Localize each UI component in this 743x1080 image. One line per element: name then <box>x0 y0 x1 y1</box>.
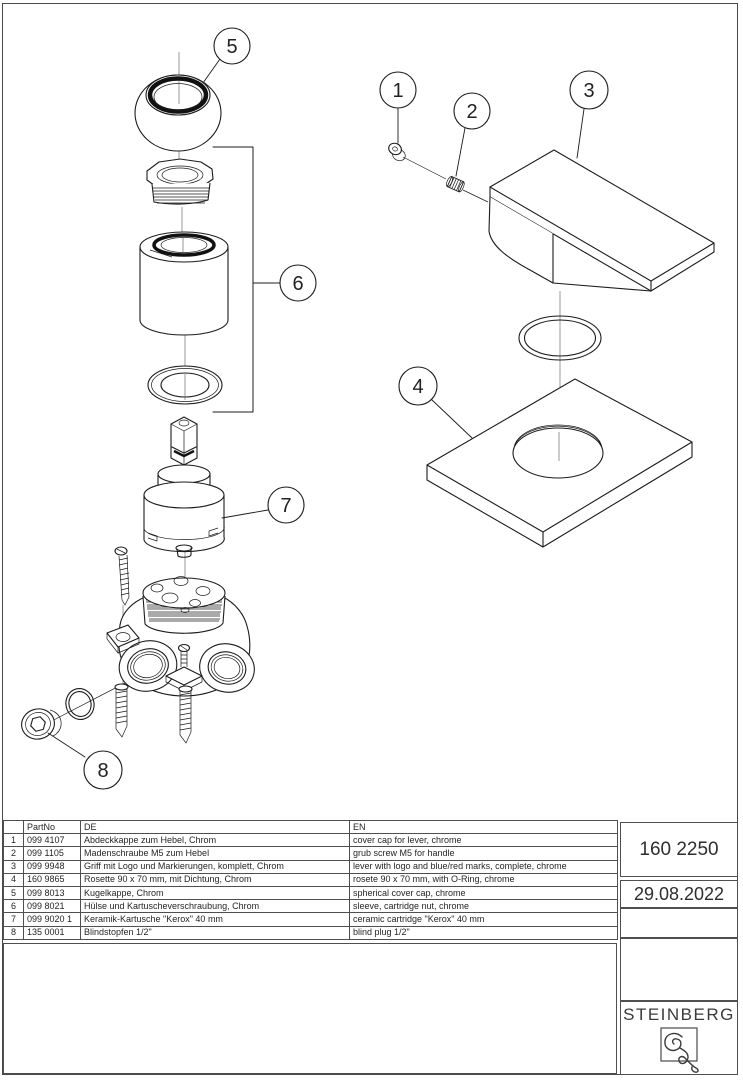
row-en: cover cap for lever, chrome <box>350 834 618 847</box>
row-de: Abdeckkappe zum Hebel, Chrom <box>81 834 350 847</box>
part-o-ring-small <box>63 686 98 723</box>
callout-6 <box>280 265 316 301</box>
callout-7 <box>268 487 304 523</box>
part-lever-cap <box>385 141 408 162</box>
notes-box <box>3 943 617 1074</box>
row-no: 4 <box>4 873 24 886</box>
callout-7-label: 7 <box>280 495 292 517</box>
steinberg-logo <box>654 1027 704 1075</box>
row-en: sleeve, cartridge nut, chrome <box>350 900 618 913</box>
row-no: 7 <box>4 913 24 926</box>
header-de: DE <box>81 821 350 834</box>
table-row <box>4 834 618 847</box>
empty-box-2 <box>620 938 738 1001</box>
row-partno: 099 8021 <box>24 900 81 913</box>
brand-box <box>620 1001 738 1075</box>
row-en: spherical cover cap, chrome <box>350 886 618 899</box>
row-partno: 099 4107 <box>24 834 81 847</box>
row-no: 3 <box>4 860 24 873</box>
row-partno: 099 9020 1 <box>24 913 81 926</box>
doc-number: 160 2250 <box>639 838 719 860</box>
callout-2-label: 2 <box>466 101 478 123</box>
date-box <box>620 880 738 908</box>
part-sleeve <box>140 232 228 335</box>
brand-name: STEINBERG <box>623 1005 735 1024</box>
row-partno: 099 1105 <box>24 847 81 860</box>
callout-2 <box>454 93 490 129</box>
table-row <box>4 886 618 899</box>
part-grub-screw <box>445 176 465 193</box>
row-partno: 099 9948 <box>24 860 81 873</box>
callout-3-label: 3 <box>583 80 595 102</box>
row-en: ceramic cartridge "Kerox" 40 mm <box>350 913 618 926</box>
table-row <box>4 873 618 886</box>
table-row <box>4 913 618 926</box>
header-partno: PartNo <box>24 821 81 834</box>
part-cartridge-nut <box>147 159 213 204</box>
table-row <box>4 847 618 860</box>
row-de: Madenschraube M5 zum Hebel <box>81 847 350 860</box>
doc-date: 29.08.2022 <box>633 883 725 904</box>
row-partno: 160 9865 <box>24 873 81 886</box>
table-row <box>4 926 618 939</box>
row-partno: 135 0001 <box>24 926 81 939</box>
header-no <box>4 821 24 834</box>
row-de: Hülse und Kartuscheverschraubung, Chrom <box>81 900 350 913</box>
row-no: 2 <box>4 847 24 860</box>
row-no: 8 <box>4 926 24 939</box>
row-de: Griff mit Logo und Markierungen, komplett, Chrom <box>81 860 350 873</box>
callout-4 <box>399 367 437 405</box>
callout-8-label: 8 <box>97 760 109 782</box>
row-de: Blindstopfen 1/2" <box>81 926 350 939</box>
part-screw <box>115 547 129 605</box>
part-washer <box>148 366 222 404</box>
table-row <box>4 900 618 913</box>
callout-8 <box>84 751 122 789</box>
doc-number-box <box>620 822 738 877</box>
callout-1-label: 1 <box>392 80 404 102</box>
part-rosette <box>427 379 692 547</box>
row-en: grub screw M5 for handle <box>350 847 618 860</box>
row-no: 5 <box>4 886 24 899</box>
row-en: blind plug 1/2" <box>350 926 618 939</box>
row-de: Keramik-Kartusche "Kerox" 40 mm <box>81 913 350 926</box>
callout-5 <box>214 28 250 64</box>
callout-4-label: 4 <box>412 376 424 398</box>
row-no: 1 <box>4 834 24 847</box>
assembly-axis-line <box>403 157 488 202</box>
row-de: Rosette 90 x 70 mm, mit Dichtung, Chrom <box>81 873 350 886</box>
empty-box-1 <box>620 908 738 938</box>
callout-6-label: 6 <box>292 273 304 295</box>
part-spherical-cover-cap <box>135 75 221 151</box>
parts-table-header <box>4 821 618 834</box>
row-partno: 099 8013 <box>24 886 81 899</box>
parts-table <box>3 820 618 940</box>
part-cartridge <box>144 417 224 557</box>
row-de: Kugelkappe, Chrom <box>81 886 350 899</box>
header-en: EN <box>350 821 618 834</box>
callout-1 <box>380 72 416 108</box>
part-valve-body <box>107 577 259 744</box>
part-lever <box>489 150 714 291</box>
callout-5-label: 5 <box>226 36 238 58</box>
callout-3 <box>570 71 608 109</box>
row-no: 6 <box>4 900 24 913</box>
row-en: lever with logo and blue/red marks, complete, chrome <box>350 860 618 873</box>
row-en: rosete 90 x 70 mm, with O-Ring, chrome <box>350 873 618 886</box>
table-row <box>4 860 618 873</box>
